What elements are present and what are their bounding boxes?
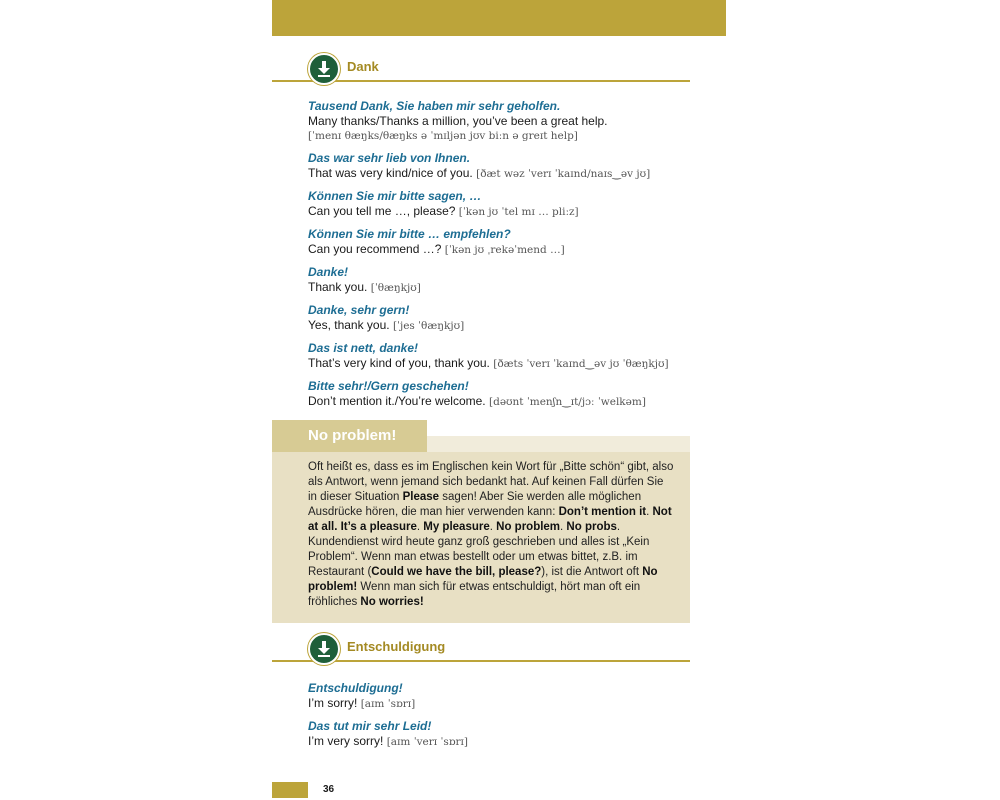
footer-bar	[272, 782, 308, 798]
phonetic-transcription: [aɪm ˈverɪ ˈsɒrɪ]	[386, 736, 468, 748]
german-phrase: Entschuldigung!	[308, 681, 403, 695]
phonetic-transcription: [aɪm ˈsɒrɪ]	[360, 698, 416, 710]
info-box-run: . Kundendienst wird heute ganz groß geschrieben und alles ist „Kein Problem“. Wenn man etwas bestellt oder um etwas bittet, z.B. im Restaurant (	[308, 521, 650, 578]
phonetic-transcription: [ˈmenɪ θæŋks/θæŋks ə ˈmɪljən jʊv biːn ə greɪt help]	[308, 130, 578, 142]
phrase-entry	[308, 98, 708, 144]
german-phrase: Danke, sehr gern!	[308, 303, 410, 317]
english-translation: That was very kind/nice of you.	[308, 166, 473, 180]
header-bar	[272, 0, 726, 36]
info-box-highlight: My pleasure	[423, 521, 490, 533]
info-box-no-problem	[272, 420, 690, 623]
phrase-list-dank	[308, 98, 708, 416]
page-number: 36	[323, 784, 335, 795]
phonetic-transcription: [ðæts ˈverɪ ˈkaɪnd‿əv jʊ ˈθæŋkjʊ]	[493, 358, 669, 370]
german-phrase: Das ist nett, danke!	[308, 341, 419, 355]
info-box-body	[272, 452, 690, 623]
section-title: Dank	[347, 59, 379, 74]
info-box-highlight: Don’t mention it	[558, 506, 647, 518]
section-header-entschuldigung	[272, 634, 690, 662]
german-phrase: Das war sehr lieb von Ihnen.	[308, 151, 471, 165]
info-box-run: .	[560, 521, 567, 533]
info-box-highlight: No problem	[496, 521, 561, 533]
german-phrase: Tausend Dank, Sie haben mir sehr geholfen.	[308, 99, 561, 113]
info-box-tab	[272, 420, 427, 452]
info-box-text	[308, 460, 674, 610]
english-translation: Many thanks/Thanks a million, you’ve been a great help.	[308, 114, 608, 128]
english-translation: Can you recommend …?	[308, 242, 442, 256]
phrase-entry	[308, 378, 708, 410]
phrase-list-entschuldigung	[308, 680, 708, 756]
phonetic-transcription: [ˈkən jʊ ˈtel mɪ … pliːz]	[458, 206, 579, 218]
info-box-highlight: Could we have the bill, please?	[371, 566, 542, 578]
download-audio-icon[interactable]	[308, 53, 340, 85]
phrase-entry	[308, 188, 708, 220]
section-title: Entschuldigung	[347, 639, 446, 654]
german-phrase: Können Sie mir bitte … empfehlen?	[308, 227, 511, 241]
phonetic-transcription: [ˈjes ˈθæŋkjʊ]	[392, 320, 465, 332]
phrase-entry	[308, 150, 708, 182]
info-box-run: Wenn man sich für etwas entschuldigt, hört man oft ein fröhliches	[308, 581, 641, 608]
info-box-highlight: No probs	[566, 521, 617, 533]
english-translation: Don’t mention it./You’re welcome.	[308, 394, 486, 408]
info-box-title: No problem!	[308, 427, 397, 444]
german-phrase: Können Sie mir bitte sagen, …	[308, 189, 482, 203]
download-audio-icon[interactable]	[308, 633, 340, 665]
english-translation: I’m very sorry!	[308, 734, 384, 748]
phrase-entry	[308, 680, 708, 712]
english-translation: Thank you.	[308, 280, 368, 294]
info-box-run: Oft heißt es, dass es im Englischen kein Wort für „Bitte schön“ gibt, also als Antwort, wenn jemand sich bedankt hat. Auf keinen Fall dürfen Sie in dieser Situation	[308, 461, 674, 503]
info-box-run: .	[416, 521, 424, 533]
info-box-highlight: Not at all. It’s a pleasure	[308, 506, 672, 533]
phrase-entry	[308, 718, 708, 750]
info-box-highlight: No worries!	[360, 596, 424, 608]
info-box-run: sagen! Aber Sie werden alle möglichen Ausdrücke hören, die man hier verwenden kann:	[308, 491, 642, 518]
german-phrase: Bitte sehr!/Gern geschehen!	[308, 379, 469, 393]
info-box-run: .	[646, 506, 653, 518]
phonetic-transcription: [ðæt wəz ˈverɪ ˈkaɪnd/naɪs‿əv jʊ]	[476, 168, 651, 180]
phrase-entry	[308, 340, 708, 372]
phrase-entry	[308, 302, 708, 334]
english-translation: Yes, thank you.	[308, 318, 390, 332]
info-box-run: ), ist die Antwort oft	[541, 566, 643, 578]
phrase-entry	[308, 264, 708, 296]
phonetic-transcription: [ˈθæŋkjʊ]	[370, 282, 421, 294]
english-translation: That’s very kind of you, thank you.	[308, 356, 490, 370]
english-translation: I’m sorry!	[308, 696, 358, 710]
german-phrase: Danke!	[308, 265, 349, 279]
german-phrase: Das tut mir sehr Leid!	[308, 719, 432, 733]
section-header-dank	[272, 54, 690, 82]
info-box-highlight: No problem!	[308, 566, 658, 593]
info-box-run: .	[489, 521, 497, 533]
info-box-highlight: Please	[402, 491, 440, 503]
phrase-entry	[308, 226, 708, 258]
english-translation: Can you tell me …, please?	[308, 204, 456, 218]
phonetic-transcription: [dəʊnt ˈmenʃn‿ɪt/jɔː ˈwelkəm]	[489, 396, 646, 408]
phonetic-transcription: [ˈkən jʊ ˌrekəˈmend …]	[444, 244, 565, 256]
